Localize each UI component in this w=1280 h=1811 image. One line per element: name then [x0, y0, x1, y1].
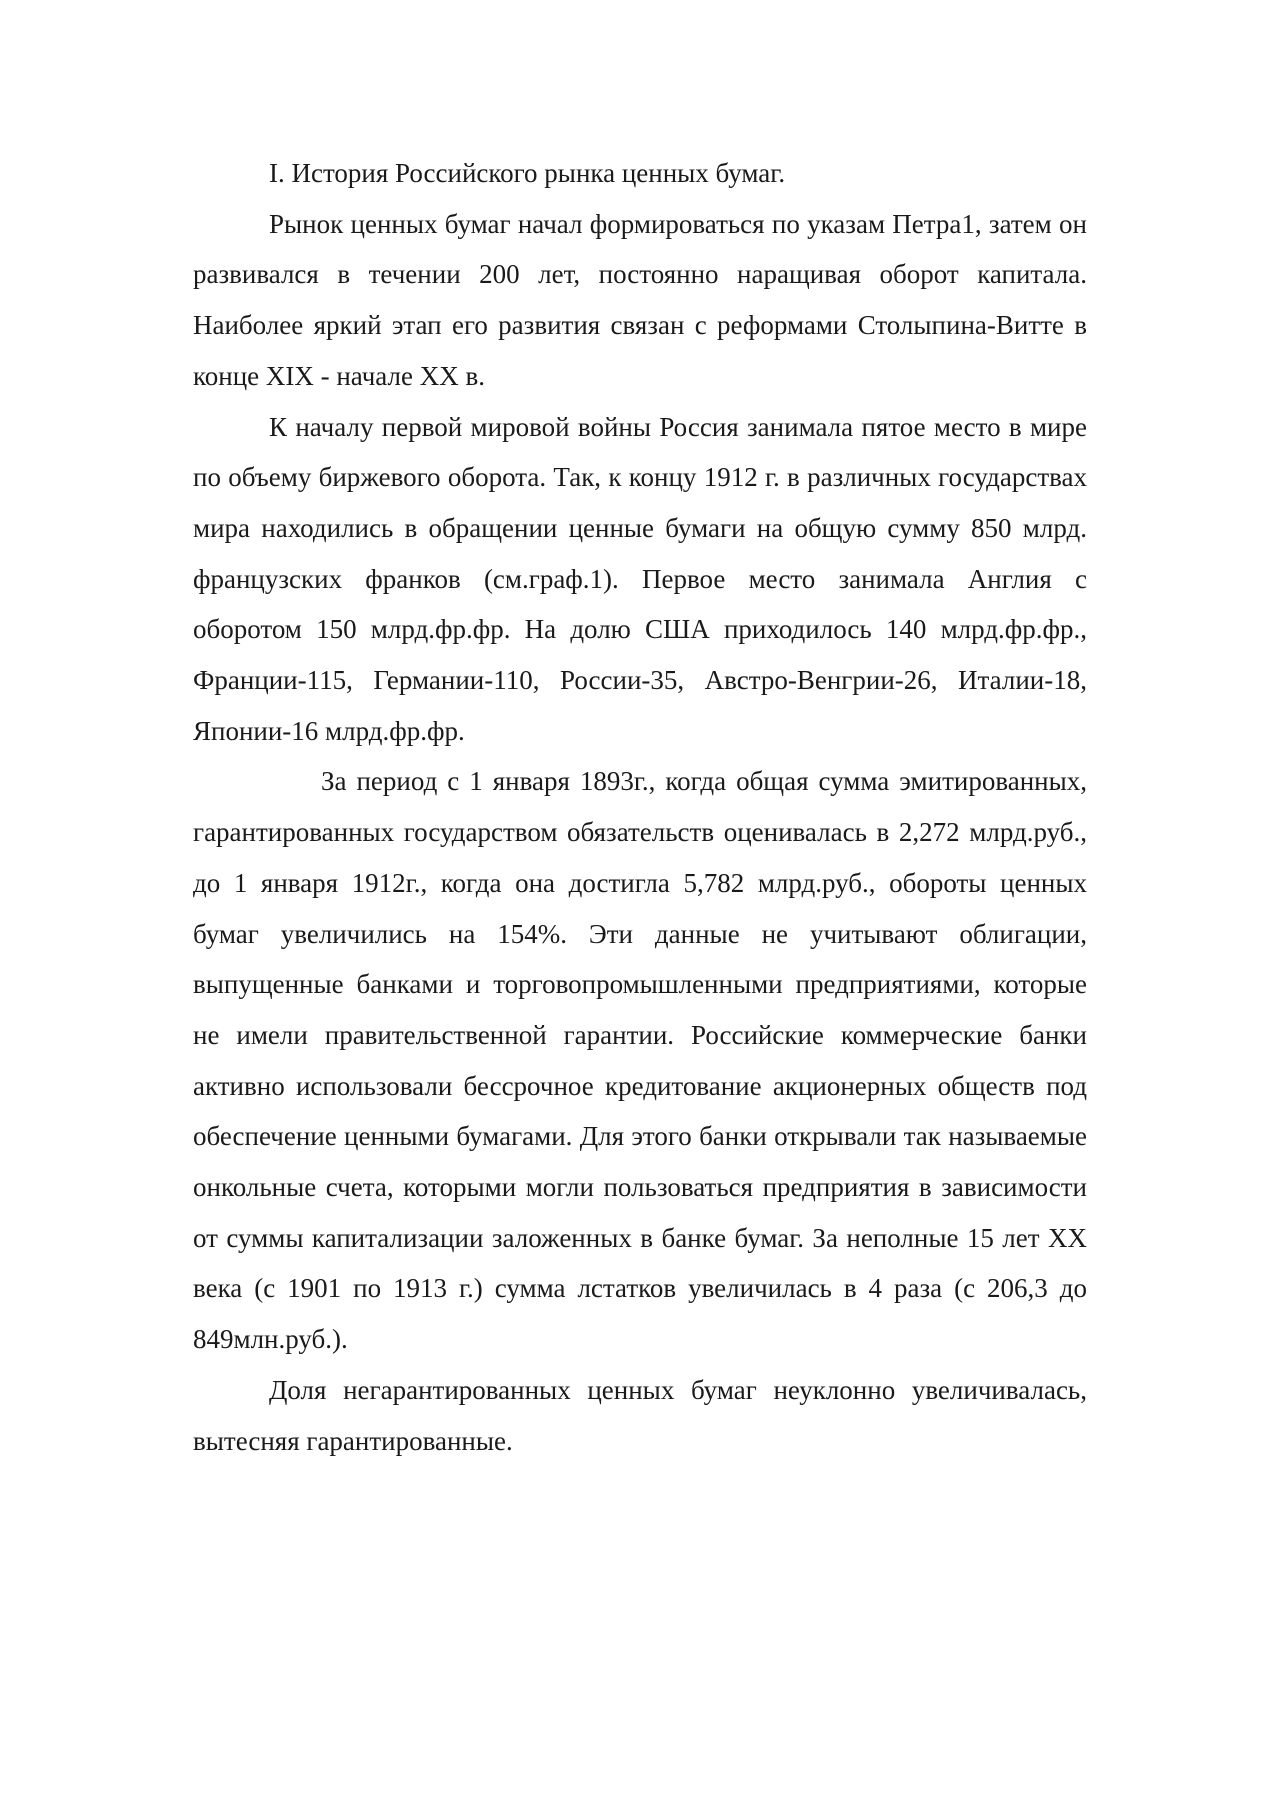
paragraph-origins: Рынок ценных бумаг начал формироваться по указам Петра1, затем он развивался в течении 200 лет, постоянно наращивая оборот капитала. Наиболее яркий этап его развития связан с реформами Столыпина-Витте в конце XIX - начале XX в.	[193, 208, 1087, 391]
section-heading: I. История Российского рынка ценных бумаг.	[269, 158, 786, 188]
document-body	[193, 148, 1087, 1466]
paragraph-bond-growth: За период с 1 января 1893г., когда общая сумма эмитированных, гарантированных государством обязательств оценивалась в 2,272 млрд.руб., до 1 января 1912г., когда она достигла 5,782 млрд.руб., обороты ценных бумаг увеличились на 154%. Эти данные не учитывают облигации, выпущенные банками и торговопромышленными предприятиями, которые не имели правительственной гарантии. Российские коммерческие банки активно использовали бессрочное кредитование акционерных обществ под обеспечение ценными бумагами. Для этого банки открывали так называемые онкольные счета, которыми могли пользоваться предприятия в зависимости от суммы капитализации заложенных в банке бумаг. За неполные 15 лет XX века (с 1901 по 1913 г.) сумма лстатков увеличилась в 4 раза (с 206,3 до 849млн.руб.).	[193, 766, 1087, 1355]
paragraph-unguaranteed-share: Доля негарантированных ценных бумаг неуклонно увеличивалась, вытесняя гарантированные.	[193, 1374, 1087, 1456]
paragraph-prewar-ranking: К началу первой мировой войны Россия занимала пятое место в мире по объему биржевого оборота. Так, к концу 1912 г. в различных государствах мира находились в обращении ценные бумаги на общую сумму 850 млрд. французских франков (см.граф.1). Первое место занимала Англия с оборотом 150 млрд.фр.фр. На долю США приходилось 140 млрд.фр.фр., Франции-115, Германии-110, России-35, Австро-Венгрии-26, Италии-18, Японии-16 млрд.фр.фр.	[193, 411, 1087, 746]
